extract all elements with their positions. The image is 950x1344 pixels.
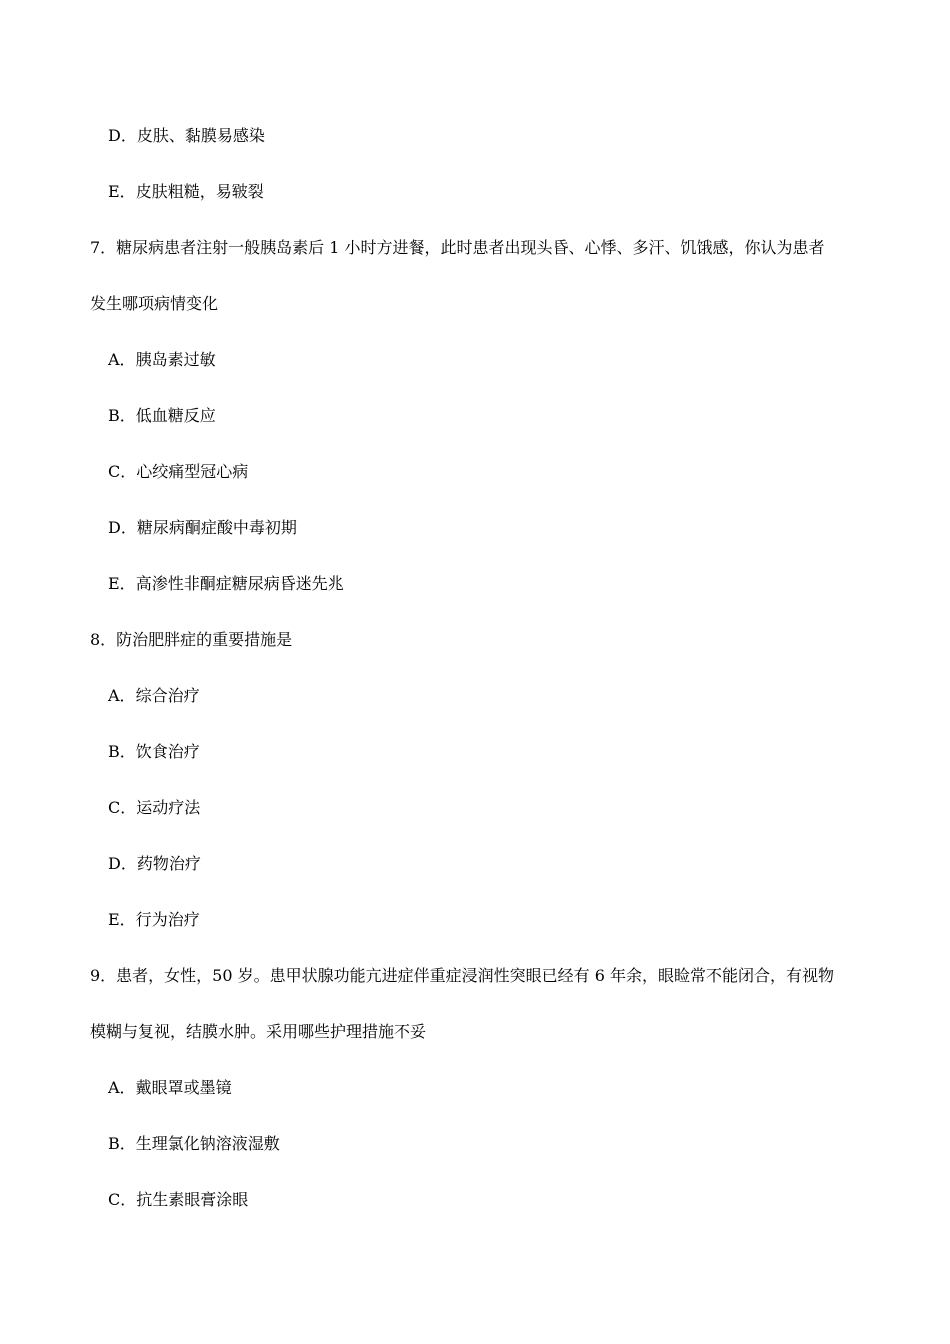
option-label: E．: [108, 910, 136, 929]
option-text: 低血糖反应: [135, 406, 216, 425]
option-label: E．: [108, 182, 136, 201]
question-continuation: [90, 1022, 426, 1042]
option-line: [108, 518, 297, 538]
option-text: 高渗性非酮症糖尿病昏迷先兆: [135, 574, 344, 593]
option-line: [108, 1134, 280, 1154]
option-label: D．: [108, 518, 137, 537]
option-line: [108, 406, 216, 426]
option-text: 药物治疗: [136, 854, 201, 873]
option-text: 皮肤粗糙，易皲裂: [135, 182, 264, 201]
question-text: 8．防治肥胖症的重要措施是: [90, 630, 293, 649]
option-line: [108, 798, 200, 818]
option-label: C．: [108, 798, 137, 817]
option-label: A．: [108, 1078, 136, 1097]
option-line: [108, 350, 216, 370]
option-label: C．: [108, 1190, 137, 1209]
option-label: B．: [108, 1134, 136, 1153]
option-text: 综合治疗: [135, 686, 200, 705]
option-text: 胰岛素过敏: [135, 350, 216, 369]
option-line: [108, 854, 201, 874]
question-text: 发生哪项病情变化: [90, 294, 219, 313]
option-label: E．: [108, 574, 136, 593]
option-text: 糖尿病酮症酸中毒初期: [136, 518, 297, 537]
option-text: 抗生素眼膏涂眼: [136, 1190, 249, 1209]
option-text: 戴眼罩或墨镜: [135, 1078, 232, 1097]
question-line: [90, 966, 834, 986]
question-continuation: [90, 294, 218, 314]
option-label: D．: [108, 854, 137, 873]
option-text: 心绞痛型冠心病: [136, 462, 249, 481]
question-text: 9．患者，女性，50 岁。患甲状腺功能亢进症伴重症浸润性突眼已经有 6 年余，眼睑常不能闭合，有视物: [90, 966, 834, 985]
option-text: 行为治疗: [135, 910, 200, 929]
option-text: 皮肤、黏膜易感染: [136, 126, 265, 145]
question-line: [90, 238, 825, 258]
option-text: 生理氯化钠溶液湿敷: [135, 1134, 280, 1153]
option-line: [108, 182, 264, 202]
option-label: B．: [108, 406, 136, 425]
option-line: [108, 686, 200, 706]
option-line: [108, 126, 265, 146]
option-label: A．: [108, 686, 136, 705]
option-line: [108, 1190, 248, 1210]
option-label: A．: [108, 350, 136, 369]
option-line: [108, 742, 200, 762]
question-text: 7．糖尿病患者注射一般胰岛素后 1 小时方进餐，此时患者出现头昏、心悸、多汗、饥饿感，你认为患者: [90, 238, 825, 257]
option-text: 饮食治疗: [135, 742, 200, 761]
option-line: [108, 910, 200, 930]
option-text: 运动疗法: [136, 798, 201, 817]
option-label: B．: [108, 742, 136, 761]
option-label: D．: [108, 126, 137, 145]
question-line: [90, 630, 292, 650]
option-line: [108, 574, 344, 594]
option-line: [108, 462, 248, 482]
option-label: C．: [108, 462, 137, 481]
question-text: 模糊与复视，结膜水肿。采用哪些护理措施不妥: [90, 1022, 427, 1041]
option-line: [108, 1078, 232, 1098]
